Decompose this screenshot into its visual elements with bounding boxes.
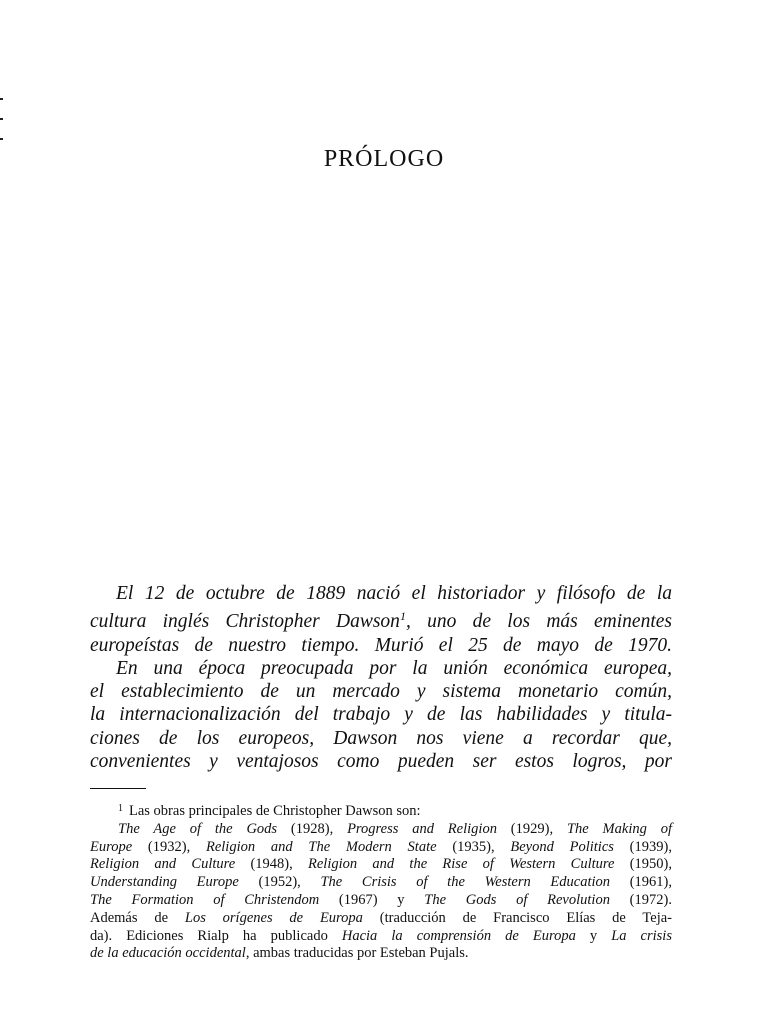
text-run: da). Ediciones Rialp ha publicado — [90, 927, 342, 944]
paragraph-line: ciones de los europeos, Dawson nos viene a recordar que, — [90, 727, 672, 749]
page-title: PRÓLOGO — [323, 146, 445, 172]
body-text — [90, 582, 672, 773]
scan-edge-mark — [0, 138, 3, 140]
book-title: Los orígenes de Europa — [184, 909, 363, 926]
book-title: Progress and Religion — [347, 820, 497, 837]
book-title: Hacia la comprensión de Europa — [341, 927, 576, 944]
book-title: Religion and the Rise of Western Culture — [308, 856, 615, 873]
text-run: (1950), — [614, 856, 672, 873]
book-title: Understanding Europe — [90, 874, 239, 891]
text-run: (1929), — [496, 820, 567, 837]
footnote-line — [90, 910, 672, 928]
book-title: Beyond Politics — [510, 838, 614, 855]
book-title: Europe — [90, 838, 133, 855]
text-run: (1939), — [613, 838, 672, 855]
scan-edge-mark — [0, 98, 3, 100]
text-run: , uno de los más eminentes — [405, 611, 672, 633]
text-run: Las obras principales de Christopher Dawson son: — [129, 803, 421, 819]
book-title: The Gods of Revolution — [424, 891, 610, 908]
book-title: The Formation of Christendom — [90, 891, 320, 908]
text-run: (1961), — [610, 874, 672, 891]
text-run: (1967) y — [319, 891, 425, 908]
paragraph-line: convenientes y ventajosos como pueden ser estos logros, por — [90, 751, 672, 773]
footnote-reference[interactable]: 1 — [399, 609, 406, 624]
footnote-line — [90, 892, 672, 910]
text-run: cultura inglés Christopher Dawson — [90, 611, 400, 633]
scan-edge-mark — [0, 118, 3, 120]
text-run: (1928), — [277, 820, 348, 837]
footnote-line — [90, 821, 672, 839]
book-title: The Crisis of the Western Education — [320, 874, 611, 891]
paragraph-line — [90, 605, 672, 633]
text-run: (1935), — [436, 838, 511, 855]
book-title: La crisis — [611, 927, 672, 944]
footnote-line — [90, 800, 672, 821]
text-run: (1948), — [235, 856, 309, 873]
book-title: The Making of — [566, 820, 672, 837]
footnote-line — [90, 874, 672, 892]
paragraph-line: El 12 de octubre de 1889 nació el historiador y filósofo de la — [116, 583, 672, 604]
footnote-line — [90, 839, 672, 857]
footnote-line — [90, 945, 672, 963]
book-title: de la educación occidental — [90, 945, 246, 962]
book-title: Religion and Culture — [90, 856, 236, 873]
text-run: , ambas traducidas por Esteban Pujals. — [245, 945, 469, 962]
footnote-divider — [90, 788, 146, 789]
footnote-line — [90, 856, 672, 874]
text-run: (traducción de Francisco Elías de Teja- — [362, 909, 672, 926]
footnote — [90, 800, 672, 963]
footnote-line — [90, 928, 672, 946]
paragraph-line: el establecimiento de un mercado y sistema monetario común, — [90, 681, 672, 703]
paragraph-line: europeístas de nuestro tiempo. Murió el 25 de mayo de 1970. — [90, 634, 672, 656]
book-title: The Age of the Gods — [118, 820, 278, 837]
text-run: y — [575, 927, 612, 944]
text-run: (1952), — [238, 874, 321, 891]
footnote-number: 1 — [118, 803, 123, 814]
paragraph-line: la internacionalización del trabajo y de las habilidades y titula- — [90, 704, 672, 726]
text-run: (1972). — [609, 891, 672, 908]
text-run: (1932), — [132, 838, 206, 855]
text-run: Además de — [90, 909, 185, 926]
book-title: Religion and The Modern State — [205, 838, 437, 855]
paragraph-line: En una época preocupada por la unión económica europea, — [116, 657, 672, 679]
